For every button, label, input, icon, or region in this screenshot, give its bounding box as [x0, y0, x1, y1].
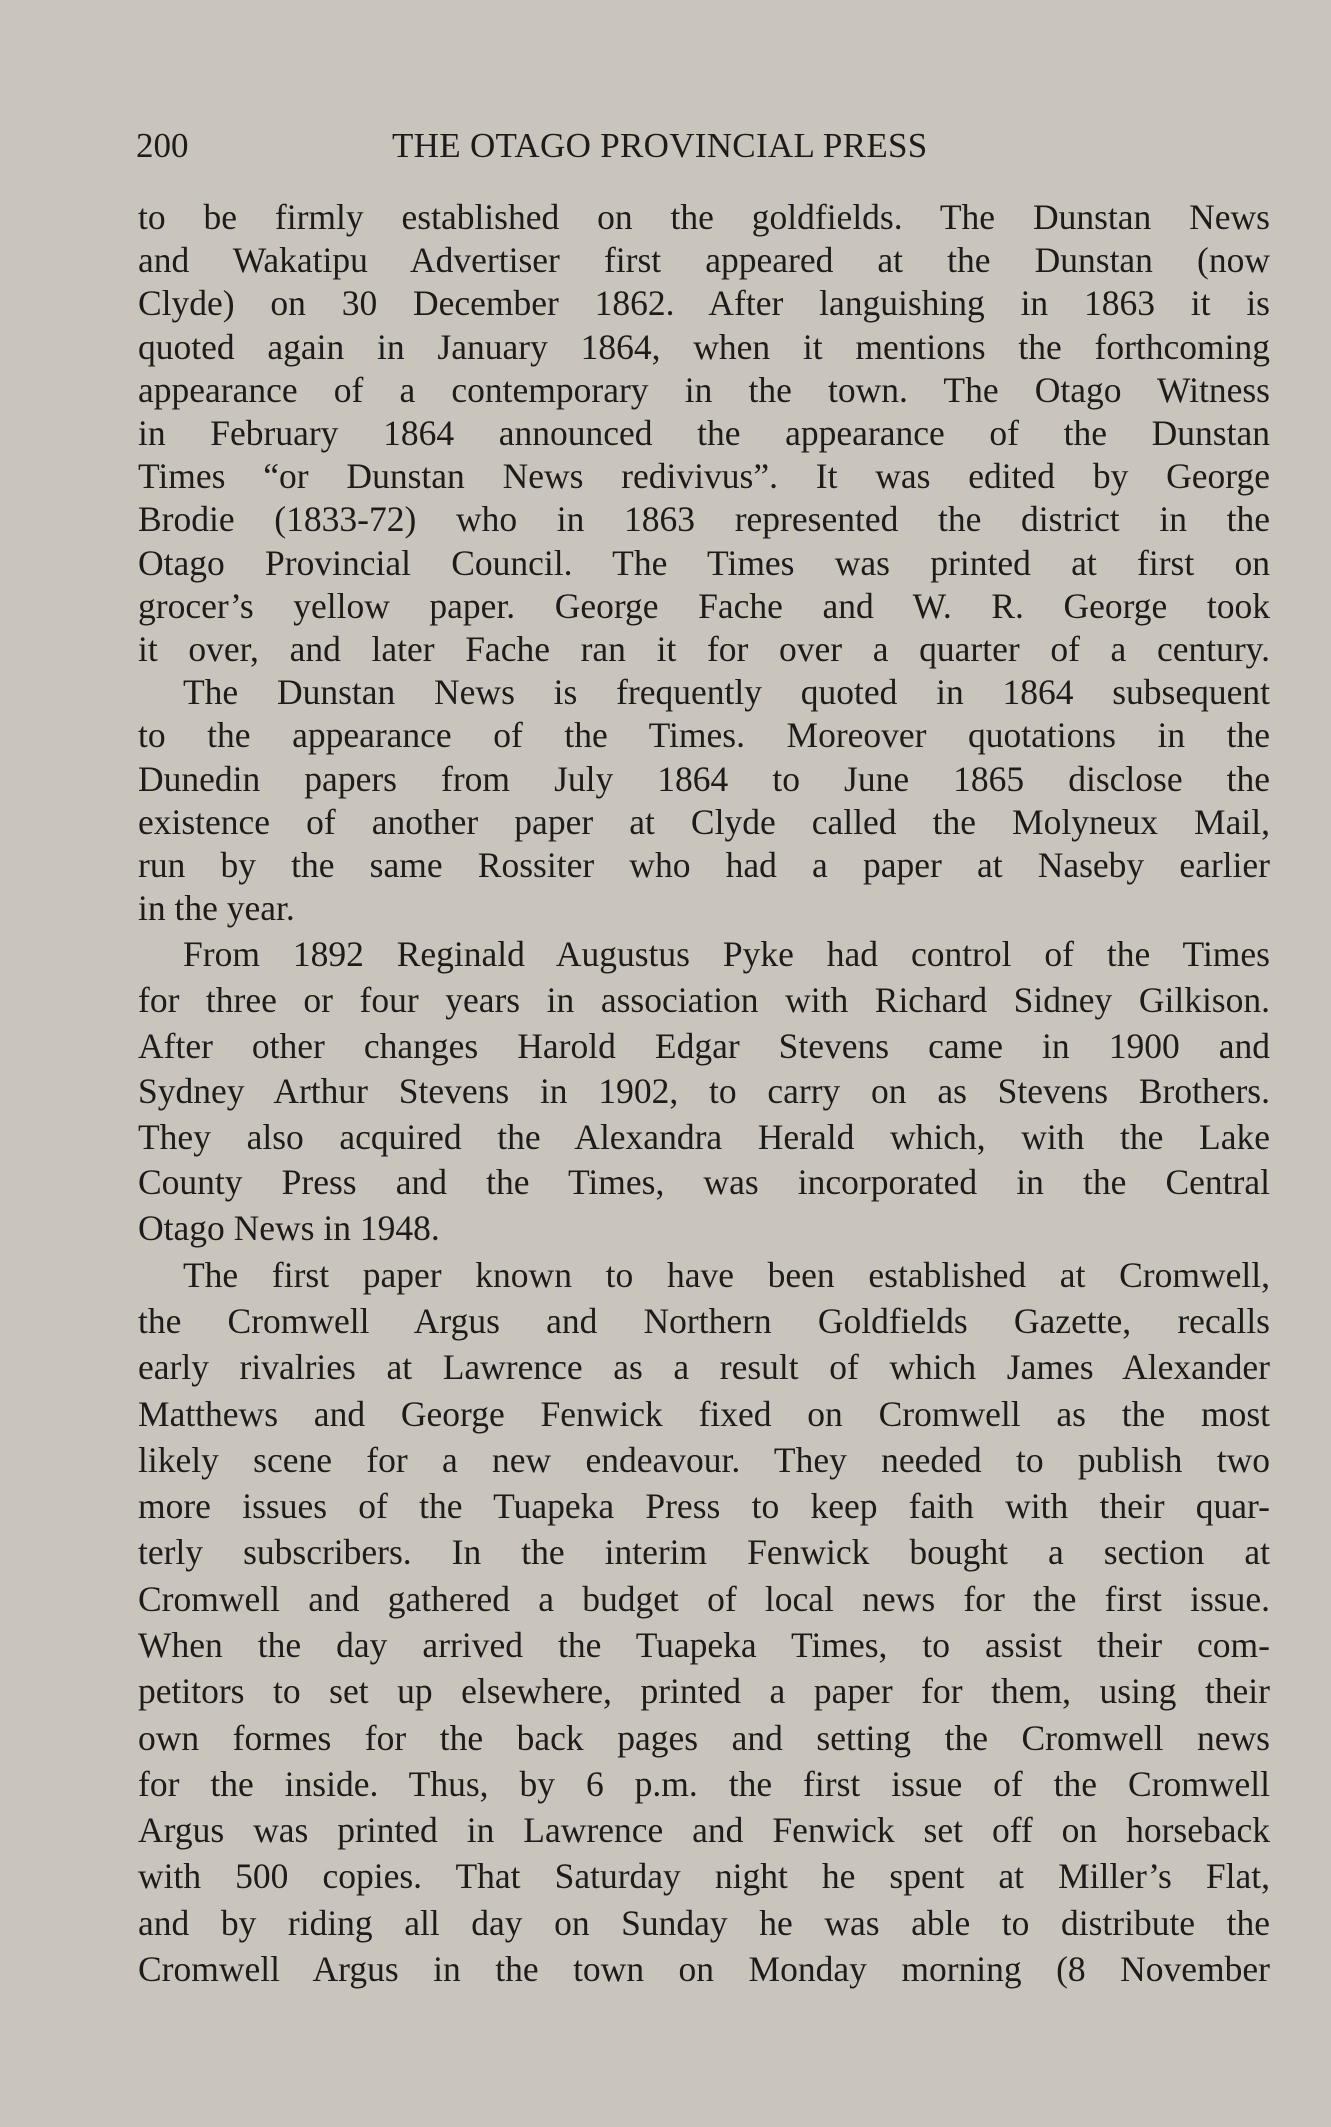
text-line: quoted again in January 1864, when it mentions the forthcoming	[138, 326, 1270, 367]
text-line: in the year.	[138, 888, 295, 929]
running-title: THE OTAGO PROVINCIAL PRESS	[392, 126, 928, 165]
text-line: to be firmly established on the goldfields. The Dunstan News	[138, 197, 1270, 237]
text-line: existence of another paper at Clyde called the Molyneux Mail,	[138, 801, 1270, 842]
text-line: in February 1864 announced the appearance of the Dunstan	[138, 413, 1270, 454]
paragraph-3	[138, 932, 1270, 1251]
text-line: Times “or Dunstan News redivivus”. It was edited by George	[138, 456, 1270, 497]
body-text	[138, 196, 1270, 1992]
text-line: appearance of a contemporary in the town. The Otago Witness	[138, 369, 1270, 410]
page-number: 200	[136, 126, 189, 165]
text-line: Brodie (1833-72) who in 1863 represented the district in the	[138, 499, 1270, 540]
text-line: own formes for the back pages and setting the Cromwell news	[138, 1717, 1270, 1758]
text-line: After other changes Harold Edgar Stevens came in 1900 and	[138, 1025, 1270, 1066]
text-line: Sydney Arthur Stevens in 1902, to carry on as Stevens Brothers.	[138, 1071, 1270, 1112]
text-line: for the inside. Thus, by 6 p.m. the first issue of the Cromwell	[138, 1763, 1270, 1804]
text-line: County Press and the Times, was incorporated in the Central	[138, 1162, 1270, 1203]
text-line: Argus was printed in Lawrence and Fenwick set off on horseback	[138, 1810, 1270, 1851]
paragraph-2	[138, 671, 1270, 930]
text-line: They also acquired the Alexandra Herald which, with the Lake	[138, 1116, 1270, 1157]
text-line: more issues of the Tuapeka Press to keep faith with their quar-	[138, 1486, 1270, 1527]
text-line: and Wakatipu Advertiser first appeared at the Dunstan (now	[138, 240, 1270, 281]
text-line: When the day arrived the Tuapeka Times, to assist their com-	[138, 1624, 1270, 1665]
text-line: it over, and later Fache ran it for over a quarter of a century.	[138, 629, 1270, 670]
text-line: Otago Provincial Council. The Times was printed at first on	[138, 542, 1270, 583]
paragraph-1	[138, 196, 1270, 671]
page-header	[136, 124, 1016, 168]
text-line: The Dunstan News is frequently quoted in 1864 subsequent	[183, 672, 1270, 713]
text-line: the Cromwell Argus and Northern Goldfields Gazette, recalls	[138, 1300, 1270, 1341]
text-line: and by riding all day on Sunday he was able to distribute the	[138, 1902, 1270, 1943]
text-line: Clyde) on 30 December 1862. After languishing in 1863 it is	[138, 283, 1270, 324]
text-line: Otago News in 1948.	[138, 1208, 440, 1249]
text-line: petitors to set up elsewhere, printed a paper for them, using their	[138, 1671, 1270, 1712]
text-line: likely scene for a new endeavour. They needed to publish two	[138, 1439, 1270, 1480]
text-line: From 1892 Reginald Augustus Pyke had control of the Times	[183, 934, 1270, 975]
text-line: Cromwell and gathered a budget of local news for the first issue.	[138, 1578, 1270, 1619]
text-line: Cromwell Argus in the town on Monday morning (8 November	[138, 1949, 1270, 1990]
text-line: for three or four years in association with Richard Sidney Gilkison.	[138, 980, 1270, 1021]
text-line: with 500 copies. That Saturday night he spent at Miller’s Flat,	[138, 1856, 1270, 1897]
text-line: terly subscribers. In the interim Fenwick bought a section at	[138, 1532, 1270, 1573]
text-line: Dunedin papers from July 1864 to June 1865 disclose the	[138, 758, 1270, 799]
text-line: early rivalries at Lawrence as a result of which James Alexander	[138, 1347, 1270, 1388]
text-line: run by the same Rossiter who had a paper at Naseby earlier	[138, 845, 1270, 886]
text-line: to the appearance of the Times. Moreover quotations in the	[138, 715, 1270, 756]
paragraph-4	[138, 1252, 1270, 1993]
text-line: The first paper known to have been established at Cromwell,	[183, 1254, 1270, 1295]
text-line: Matthews and George Fenwick fixed on Cromwell as the most	[138, 1393, 1270, 1434]
text-line: grocer’s yellow paper. George Fache and W. R. George took	[138, 585, 1270, 626]
